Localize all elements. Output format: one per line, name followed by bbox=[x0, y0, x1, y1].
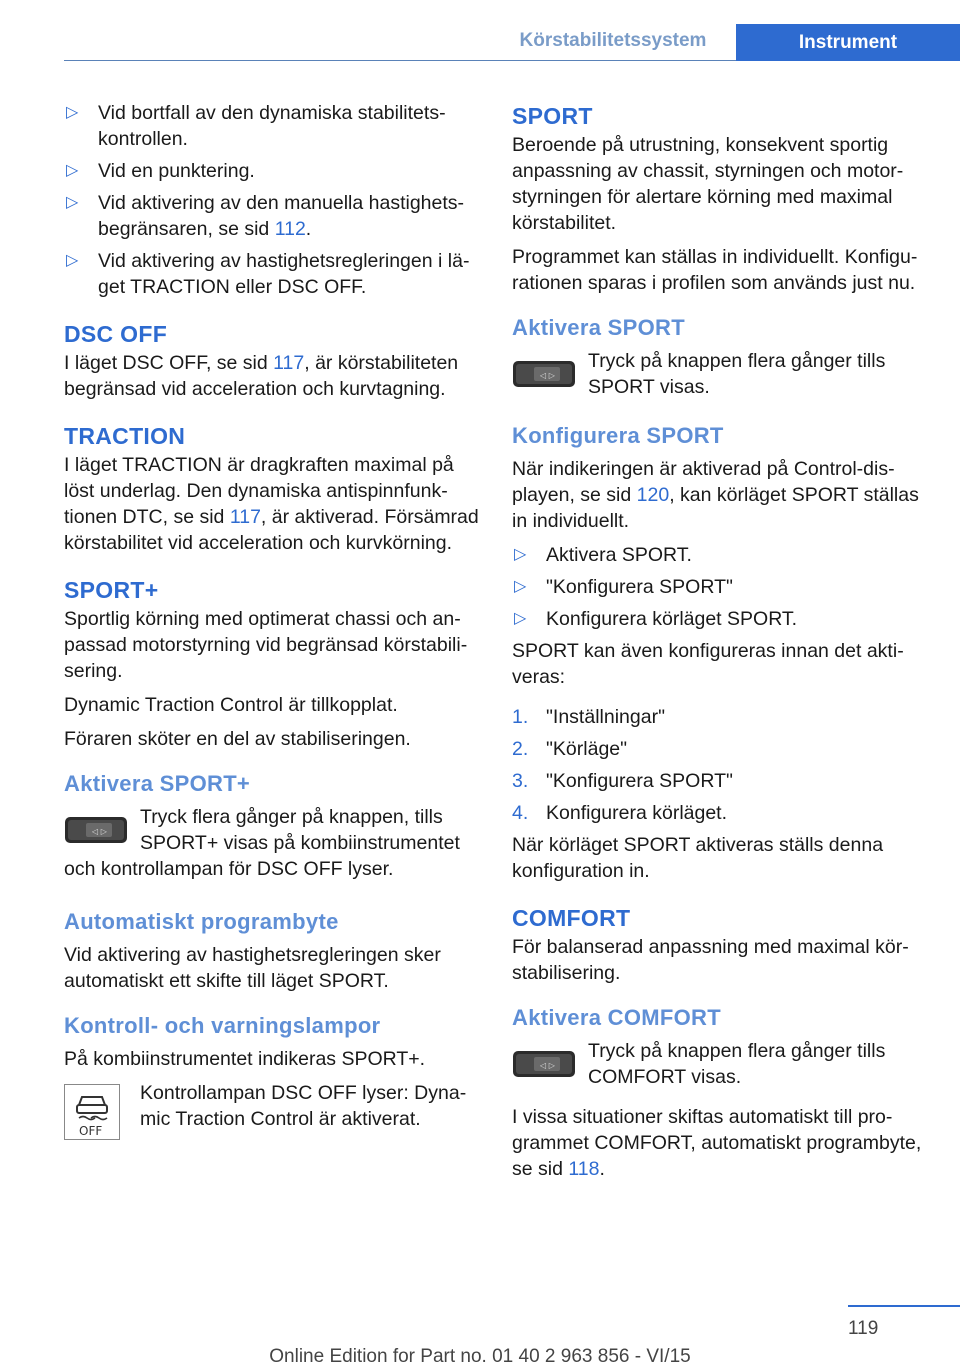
page-link-117[interactable]: 117 bbox=[273, 352, 305, 374]
heading-auto-change: Automatiskt programbyte bbox=[64, 909, 339, 934]
triangle-bullet-icon: ▷ bbox=[66, 252, 79, 269]
list-item: 4. Konfigurera körläget. bbox=[512, 802, 728, 824]
lamp-row: OFF Kontrollampan DSC OFF lyser: Dynamic Traction Control är aktiverat. bbox=[64, 1080, 484, 1132]
driving-mode-switch-icon bbox=[512, 358, 576, 390]
paragraph-configure-before: SPORT kan även konfigureras innan det aktiveras: bbox=[512, 640, 904, 688]
svg-text:OFF: OFF bbox=[79, 1124, 103, 1138]
list-item: ▷ Konfigurera körläget SPORT. bbox=[514, 608, 798, 630]
activate-sport-plus-block: ◁ ▷ Tryck flera gånger på knappen, tills SPORT+ visas på kombiinstrumentet och kontrollampan för DSC OFF lyser. bbox=[64, 806, 460, 880]
list-item: ▷ Vid bortfall av den dynamiska stabilitetskontrollen. bbox=[66, 102, 446, 150]
list-item: ▷ "Konfigurera SPORT" bbox=[514, 576, 733, 598]
paragraph-configure-after: När körläget SPORT aktiveras ställs denna konfiguration in. bbox=[512, 834, 884, 882]
heading-activate-sport-plus: Aktivera SPORT+ bbox=[64, 771, 251, 796]
triangle-bullet-icon: ▷ bbox=[514, 546, 527, 563]
list-item: ▷ Vid en punktering. bbox=[66, 160, 255, 182]
paragraph-sport-plus-2: Dynamic Traction Control är tillkopplat. bbox=[64, 694, 398, 716]
driving-mode-switch-icon bbox=[512, 1048, 576, 1080]
triangle-bullet-icon: ▷ bbox=[514, 610, 527, 627]
heading-traction: TRACTION bbox=[64, 423, 186, 449]
svg-text:◁ ▷: ◁ ▷ bbox=[540, 1061, 555, 1070]
heading-dsc-off: DSC OFF bbox=[64, 321, 168, 347]
triangle-bullet-icon: ▷ bbox=[66, 104, 79, 121]
footer-edition: Online Edition for Part no. 01 40 2 963 856 - VI/15 bbox=[269, 1346, 691, 1367]
heading-comfort: COMFORT bbox=[512, 905, 631, 931]
left-column bbox=[64, 100, 484, 1140]
list-item: ▷ Aktivera SPORT. bbox=[514, 544, 692, 566]
page-link-120[interactable]: 120 bbox=[636, 484, 670, 506]
paragraph-configure-sport: När indikeringen är aktiverad på Control-displayen, se sid 120, kan körläget SPORT ställas in individuellt. bbox=[512, 458, 919, 532]
heading-activate-comfort: Aktivera COMFORT bbox=[512, 1005, 721, 1030]
running-header-chapter: Instrument bbox=[736, 24, 960, 61]
page-link-118[interactable]: 118 bbox=[568, 1158, 600, 1180]
heading-sport-plus: SPORT+ bbox=[64, 577, 159, 603]
paragraph-dsc-off: I läget DSC OFF, se sid 117, är körstabiliteten begränsad vid acceleration och kurvtagning. bbox=[64, 352, 459, 400]
paragraph-auto-change: Vid aktivering av hastighetsregleringen sker automatiskt ett skifte till läget SPORT. bbox=[64, 944, 441, 992]
page-link-112[interactable]: 112 bbox=[274, 218, 306, 240]
paragraph-sport-plus-3: Föraren sköter en del av stabiliseringen. bbox=[64, 728, 411, 750]
list-item: ▷ Vid aktivering av den manuella hastighetsbegränsaren, se sid 112. bbox=[66, 192, 465, 240]
triangle-bullet-icon: ▷ bbox=[66, 162, 79, 179]
right-column bbox=[512, 100, 928, 1190]
paragraph-lamps: På kombiinstrumentet indikeras SPORT+. bbox=[64, 1048, 426, 1070]
paragraph-sport-2: Programmet kan ställas in individuellt. Konfigurationen sparas i profilen som används just nu. bbox=[512, 246, 918, 294]
fallback-bullet-list bbox=[64, 100, 484, 300]
list-item: 1. "Inställningar" bbox=[512, 706, 665, 728]
list-item: 2. "Körläge" bbox=[512, 738, 628, 760]
paragraph-sport-1: Beroende på utrustning, konsekvent sportig anpassning av chassit, styrningen och motorstyrningen för alertare körning med maximal körstabilitet. bbox=[512, 134, 904, 234]
heading-activate-sport: Aktivera SPORT bbox=[512, 315, 685, 340]
header-rule bbox=[64, 60, 736, 61]
skid-car-icon bbox=[65, 1085, 119, 1139]
heading-sport: SPORT bbox=[512, 103, 593, 129]
activate-sport-block: ◁ ▷ Tryck på knappen flera gånger tills SPORT visas. bbox=[512, 348, 928, 400]
list-item: ▷ Vid aktivering av hastighetsregleringen i läget TRACTION eller DSC OFF. bbox=[66, 250, 470, 298]
paragraph-comfort: För balanserad anpassning med maximal körstabilisering. bbox=[512, 936, 909, 984]
activate-comfort-block: ◁ ▷ Tryck på knappen flera gånger tills COMFORT visas. bbox=[512, 1038, 928, 1090]
svg-text:◁ ▷: ◁ ▷ bbox=[540, 371, 555, 380]
driving-mode-switch-icon bbox=[64, 814, 128, 846]
list-item: 3. "Konfigurera SPORT" bbox=[512, 770, 733, 792]
page-link-117[interactable]: 117 bbox=[229, 506, 261, 528]
svg-text:◁ ▷: ◁ ▷ bbox=[92, 827, 107, 836]
footer-rule bbox=[848, 1305, 960, 1307]
heading-lamps: Kontroll- och varningslampor bbox=[64, 1013, 381, 1038]
heading-configure-sport: Konfigurera SPORT bbox=[512, 423, 724, 448]
dsc-off-lamp-icon bbox=[64, 1084, 120, 1140]
triangle-bullet-icon: ▷ bbox=[514, 578, 527, 595]
page-number: 119 bbox=[848, 1318, 879, 1339]
paragraph-sport-plus-1: Sportlig körning med optimerat chassi och anpassad motorstyrning vid begränsad körstabilisering. bbox=[64, 608, 468, 682]
triangle-bullet-icon: ▷ bbox=[66, 194, 79, 211]
running-header-section: Körstabilitetssystem bbox=[519, 30, 707, 51]
configure-steps-list bbox=[512, 704, 928, 826]
paragraph-traction: I läget TRACTION är dragkraften maximal på löst underlag. Den dynamiska antispinnfunktionen DTC, se sid 117, är aktiverad. Försämrad körstabilitet vid acceleration och kurvkörning. bbox=[64, 454, 479, 554]
configure-bullet-list bbox=[512, 542, 928, 632]
paragraph-comfort-auto: I vissa situationer skiftas automatiskt till programmet COMFORT, automatiskt programbyte, se sid 118. bbox=[512, 1106, 922, 1180]
